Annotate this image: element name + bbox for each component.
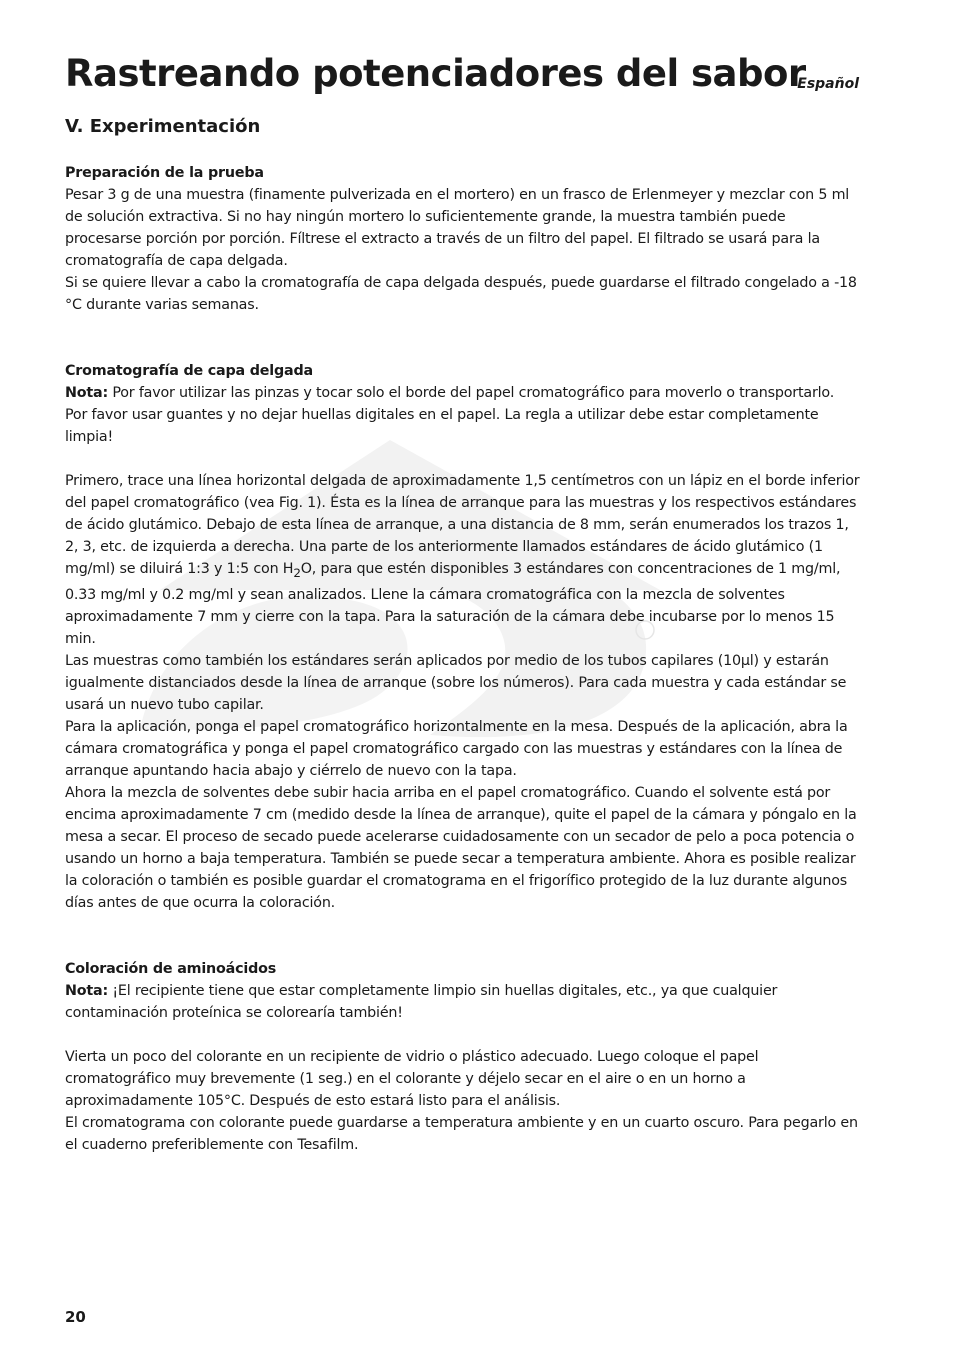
- paragraph-text: Primero, trace una línea horizontal delgada de aproximadamente 1,5 centímetros con un lápiz en el borde inferior del papel cromatográfico (vea Fig. 1). Ésta es la línea de arranque para las muestras y los respectivos estándares de ácido glutámico. Debajo de esta línea de arranque, a una distancia de 8 mm, serán enumerados los trazos 1, 2, 3, etc. de izquierda a derecha. Una parte de los anteriormente llamados estándares de ácido glutámico (1 mg/ml) se diluirá 1:3 y 1:5 con H: [65, 473, 860, 577]
- paragraph: El cromatograma con colorante puede guardarse a temperatura ambiente y en un cuarto oscuro. Para pegarlo en el cuaderno preferiblemente con Tesafilm.: [65, 1114, 858, 1153]
- paragraph: Vierta un poco del colorante en un recipiente de vidrio o plástico adecuado. Luego coloque el papel cromatográfico muy brevemente (1 seg.) en el colorante y déjelo secar en el aire o en un horno a aproximadamente 105°C. Después de esto estará listo para el análisis.: [65, 1048, 759, 1109]
- subheading-coloracion: Coloración de aminoácidos: [65, 960, 277, 977]
- subscript: 2: [293, 565, 301, 580]
- subheading-cromatografia: Cromatografía de capa delgada: [65, 363, 313, 379]
- page-title: Rastreando potenciadores del sabor: [65, 52, 806, 95]
- section-heading: V. Experimentación: [65, 116, 261, 137]
- note-label: Nota:: [65, 385, 108, 401]
- paragraph: Pesar 3 g de una muestra (finamente pulverizada en el mortero) en un frasco de Erlenmeyer y mezclar con 5 ml de solución extractiva. Si no hay ningún mortero lo suficientemente grande, la muestra también puede procesarse porción por porción. Fíltrese el extracto a través de un filtro del papel. El filtrado se usará para la cromatografía de capa delgada.: [65, 187, 850, 269]
- note-text: Por favor utilizar las pinzas y tocar solo el borde del papel cromatográfico para moverlo o transportarlo. Por favor usar guantes y no dejar huellas digitales en el papel. La regla a utilizar debe estar completamente limpia!: [65, 385, 835, 445]
- note-paragraph: [65, 980, 860, 1024]
- paragraph: Si se quiere llevar a cabo la cromatografía de capa delgada después, puede guardarse el filtrado congelado a -18 °C durante varias semanas.: [65, 275, 857, 313]
- paragraph-text: O, para que estén disponibles 3 estándares con concentraciones de 1 mg/ml, 0.33 mg/ml y 0.2 mg/ml y sean analizados. Llene la cámara cromatográfica con la mezcla de solventes aproximadamente 7 mm y cierre con la tapa. Para la saturación de la cámara debe incubarse por lo menos 15 min.: [65, 561, 841, 647]
- paragraph: Para la aplicación, ponga el papel cromatográfico horizontalmente en la mesa. Después de la aplicación, abra la cámara cromatográfica y ponga el papel cromatográfico cargado con las muestras y estándares con la línea de arranque apuntando hacia abajo y ciérrelo de nuevo con la tapa.: [65, 718, 848, 779]
- note-label: Nota:: [65, 982, 108, 999]
- paragraph: [65, 470, 860, 650]
- page-number: 20: [65, 1308, 86, 1326]
- note-text: ¡El recipiente tiene que estar completamente limpio sin huellas digitales, etc., ya que cualquier contaminación proteínica se colorearía también!: [65, 982, 778, 1021]
- language-label: Español: [797, 76, 859, 92]
- note-paragraph: [65, 382, 860, 448]
- subheading-preparacion: Preparación de la prueba: [65, 165, 264, 181]
- paragraph: Las muestras como también los estándares serán aplicados por medio de los tubos capilares (10µl) y estarán igualmente distanciados desde la línea de arranque (sobre los números). Para cada muestra y cada estándar se usará un nuevo tubo capilar.: [65, 652, 847, 713]
- body-text: [65, 162, 860, 1156]
- paragraph: Ahora la mezcla de solventes debe subir hacia arriba en el papel cromatográfico. Cuando el solvente está por encima aproximadamente 7 cm (medido desde la línea de arranque), quite el papel de la cámara y póngalo en la mesa a secar. El proceso de secado puede acelerarse cuidadosamente con un secador de pelo a poca potencia o usando un horno a baja temperatura. También se puede secar a temperatura ambiente. Ahora es posible realizar la coloración o también es posible guardar el cromatograma en el frigorífico protegido de la luz durante algunos días antes de que ocurra la coloración.: [65, 784, 857, 911]
